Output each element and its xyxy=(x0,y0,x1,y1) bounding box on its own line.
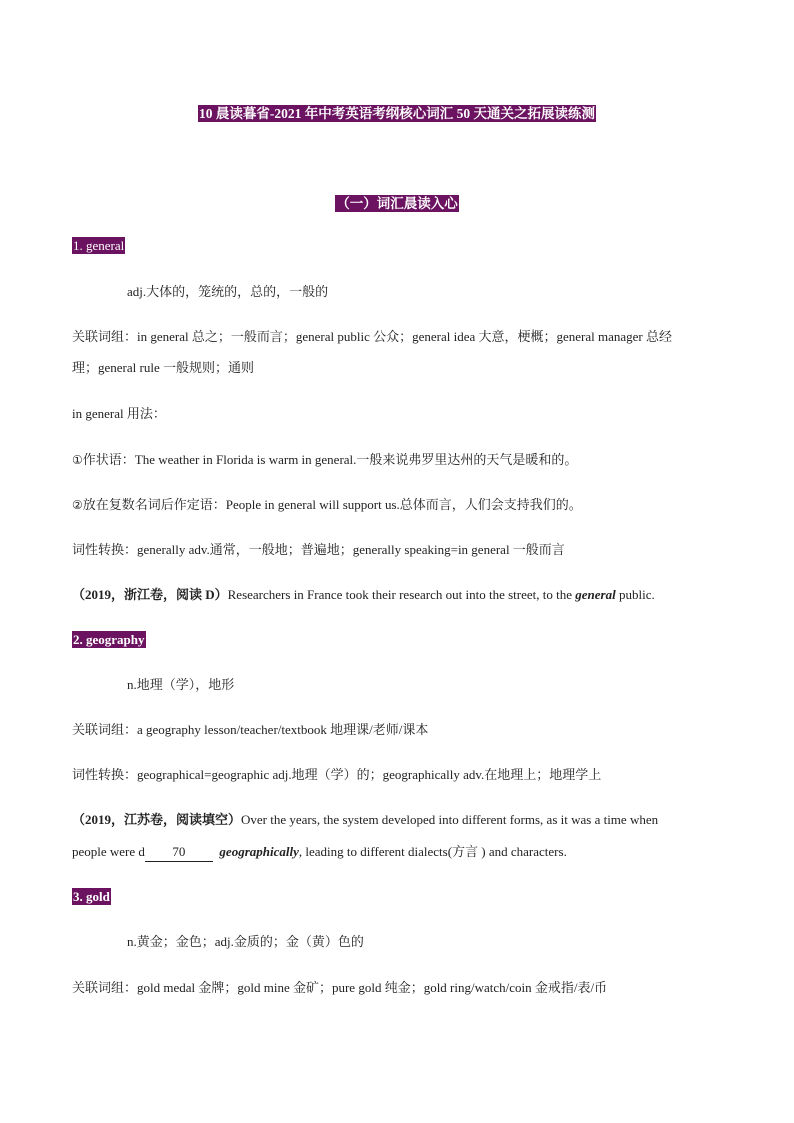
exam-example: （2019，江苏卷，阅读填空）Over the years, the system developed into different forms, as it was a time when xyxy=(72,812,659,827)
related-phrases: 关联词组：gold medal 金牌；gold mine 金矿；pure gold 纯金；gold ring/watch/coin 金戒指/表/币 xyxy=(72,980,608,995)
answer-blank: 70 xyxy=(145,843,213,862)
entry-heading-gold: 3. gold xyxy=(73,889,110,904)
related-phrases-cont: 理；general rule 一般规则；通则 xyxy=(72,360,254,375)
related-phrases: 关联词组：in general 总之；一般而言；general public 公众；general idea 大意，梗概；general manager 总经 xyxy=(72,329,673,344)
marker-2: ② xyxy=(72,498,83,512)
exam-example: （2019，浙江卷，阅读 D）Researchers in France took their research out into the street, to the general public. xyxy=(72,587,655,602)
example-keyword: general xyxy=(575,587,616,602)
entry-definition: n.地理（学），地形 xyxy=(127,677,235,692)
entry-heading-geography: 2. geography xyxy=(73,632,145,647)
entry-definition: adj.大体的，笼统的，总的，一般的 xyxy=(127,284,329,299)
example-source: （2019，江苏卷，阅读填空） xyxy=(72,812,242,827)
usage-item-1: ①作状语：The weather in Florida is warm in general.一般来说弗罗里达州的天气是暖和的。 xyxy=(72,452,578,467)
usage-title: in general 用法： xyxy=(72,406,166,421)
section-subtitle: （一）词汇晨读入心 xyxy=(336,196,458,211)
example-source: （2019，浙江卷，阅读 D） xyxy=(72,587,228,602)
word-conversion: 词性转换：generally adv.通常，一般地；普遍地；generally speaking=in general 一般而言 xyxy=(72,542,565,557)
entry-heading-general: 1. general xyxy=(73,238,125,253)
exam-example-cont: people were d 70 geographically, leading to different dialects(方言 ) and characters. xyxy=(72,843,567,862)
entry-definition: n.黄金；金色；adj.金质的；金（黄）色的 xyxy=(127,934,364,949)
usage-item-2: ②放在复数名词后作定语：People in general will support us.总体而言，人们会支持我们的。 xyxy=(72,497,582,512)
marker-1: ① xyxy=(72,453,83,467)
related-phrases: 关联词组：a geography lesson/teacher/textbook 地理课/老师/课本 xyxy=(72,722,429,737)
document-title: 10 晨读暮省-2021 年中考英语考纲核心词汇 50 天通关之拓展读练测 xyxy=(199,106,595,121)
example-keyword: geographically xyxy=(219,844,299,859)
word-conversion: 词性转换：geographical=geographic adj.地理（学）的；geographically adv.在地理上；地理学上 xyxy=(72,767,602,782)
